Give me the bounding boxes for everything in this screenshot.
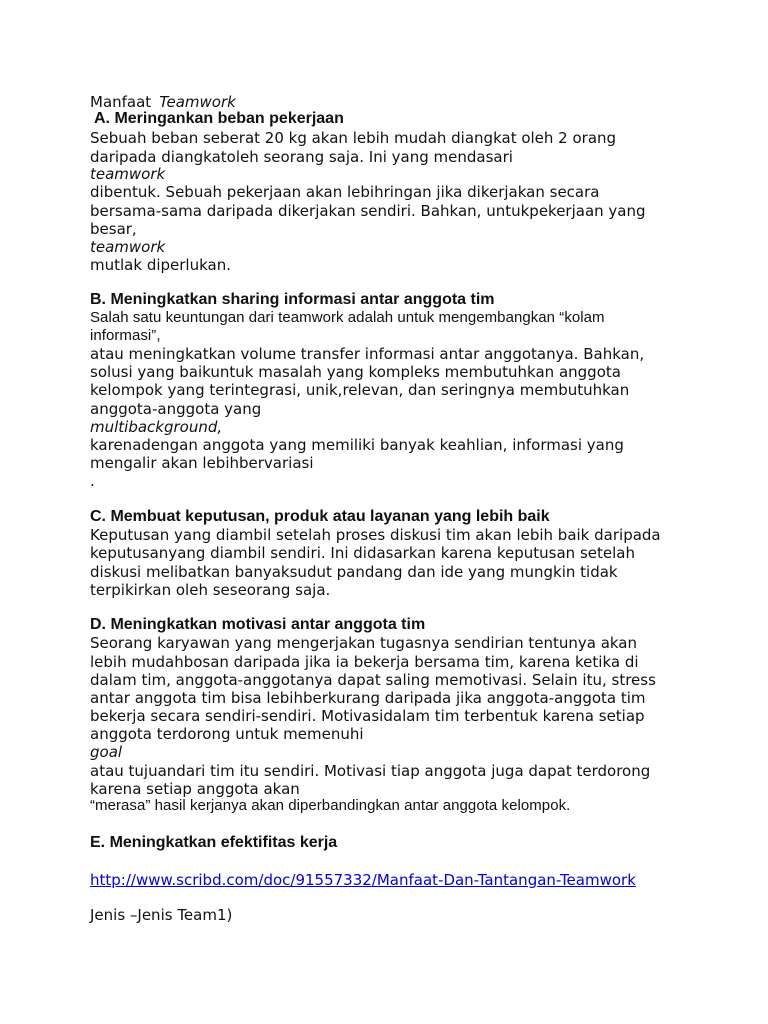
- body-line: anggota terdorong untuk memenuhi: [90, 725, 364, 743]
- body-line: bekerja secara sendiri-sendiri. Motivasidalam tim terbentuk karena setiap: [90, 707, 645, 725]
- title-italic-term: Teamwork: [159, 93, 236, 111]
- body-line: solusi yang baikuntuk masalah yang kompleks membutuhkan anggota: [90, 363, 621, 381]
- italic-term: teamwork: [90, 238, 166, 256]
- body-line: diskusi melibatkan banyaksudut pandang dan ide yang mungkin tidak: [90, 563, 618, 581]
- body-line: antar anggota tim bisa lebihberkurang daripada jika anggota-anggota tim: [90, 689, 646, 707]
- body-line: atau tujuandari tim itu sendiri. Motivasi tiap anggota juga dapat terdorong: [90, 762, 651, 780]
- body-line: mutlak diperlukan.: [90, 256, 231, 274]
- body-line: .: [90, 472, 95, 490]
- body-line: keputusanyang diambil sendiri. Ini didasarkan karena keputusan setelah: [90, 544, 635, 562]
- italic-term: goal: [90, 743, 123, 761]
- section-heading-a: A. Meringankan beban pekerjaan: [94, 110, 344, 127]
- document-title: [90, 93, 236, 111]
- body-line: Sebuah beban seberat 20 kg akan lebih mudah diangkat oleh 2 orang: [90, 129, 617, 147]
- body-line: Keputusan yang diambil setelah proses diskusi tim akan lebih baik daripada: [90, 526, 661, 544]
- source-link[interactable]: http://www.scribd.com/doc/91557332/Manfaat-Dan-Tantangan-Teamwork: [90, 871, 636, 889]
- body-line: kelompok yang terintegrasi, unik,relevan, dan seringnya membutuhkan: [90, 381, 630, 399]
- body-line: karenadengan anggota yang memiliki banyak keahlian, informasi yang: [90, 436, 624, 454]
- italic-term: multibackground,: [90, 418, 223, 436]
- next-heading-text: Jenis –Jenis Team1): [90, 906, 233, 924]
- body-line: terpikirkan oleh seseorang saja.: [90, 581, 331, 599]
- body-line: atau meningkatkan volume transfer informasi antar anggotanya. Bahkan,: [90, 345, 645, 363]
- body-line: Salah satu keuntungan dari teamwork adalah untuk mengembangkan “kolam: [90, 309, 605, 326]
- body-line: dibentuk. Sebuah pekerjaan akan lebihringan jika dikerjakan secara: [90, 183, 600, 201]
- body-line: Seorang karyawan yang mengerjakan tugasnya sendirian tentunya akan: [90, 634, 638, 652]
- section-heading-e: E. Meningkatkan efektifitas kerja: [90, 834, 338, 851]
- section-heading-d: D. Meningkatkan motivasi antar anggota tim: [90, 616, 426, 633]
- body-line: lebih mudahbosan daripada jika ia bekerja bersama tim, karena ketika di: [90, 653, 639, 671]
- body-line: bersama-sama daripada dikerjakan sendiri. Bahkan, untukpekerjaan yang: [90, 202, 646, 220]
- title-text: Manfaat: [90, 93, 152, 111]
- italic-term: teamwork: [90, 165, 166, 183]
- body-line: dalam tim, anggota-anggotanya dapat saling memotivasi. Selain itu, stress: [90, 671, 656, 689]
- body-line: karena setiap anggota akan: [90, 780, 300, 798]
- body-line: besar,: [90, 220, 137, 238]
- body-line: informasi”,: [90, 327, 161, 344]
- section-heading-c: C. Membuat keputusan, produk atau layanan yang lebih baik: [90, 508, 550, 525]
- section-heading-b: B. Meningkatkan sharing informasi antar anggota tim: [90, 291, 495, 308]
- body-line: daripada diangkatoleh seorang saja. Ini yang mendasari: [90, 148, 513, 166]
- body-line: anggota-anggota yang: [90, 400, 262, 418]
- body-line: mengalir akan lebihbervariasi: [90, 454, 314, 472]
- body-line: “merasa” hasil kerjanya akan diperbandingkan antar anggota kelompok.: [90, 797, 571, 814]
